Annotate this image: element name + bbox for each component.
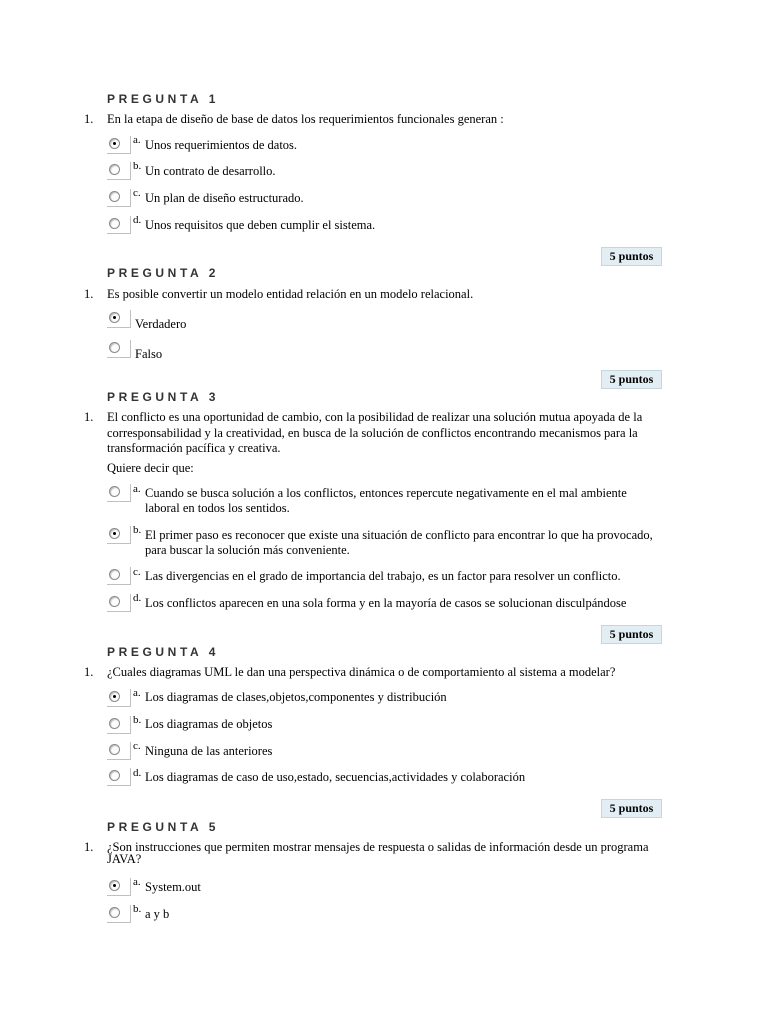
question-1-option-c-radio[interactable]: [107, 189, 131, 207]
question-2-option-true-radio[interactable]: [107, 310, 131, 328]
radio-circle-icon: [109, 718, 120, 729]
question-4-title: PREGUNTA 4: [107, 645, 220, 659]
question-2-option-true-text: Verdadero: [135, 317, 187, 331]
question-2-points-badge: 5 puntos: [601, 370, 662, 389]
question-3-option-d-radio[interactable]: [107, 594, 131, 612]
option-letter: c.: [133, 187, 141, 199]
radio-circle-icon: [109, 138, 120, 149]
question-2-option-false-radio[interactable]: [107, 340, 131, 358]
option-letter: b.: [133, 714, 142, 726]
radio-circle-icon: [109, 691, 120, 702]
question-4-option-d-text: Los diagramas de caso de uso,estado, secuencias,actividades y colaboración: [145, 770, 526, 784]
radio-circle-icon: [109, 528, 120, 539]
question-4-number: 1.: [84, 665, 94, 679]
radio-circle-icon: [109, 569, 120, 580]
option-letter: c.: [133, 566, 141, 578]
question-2-text: Es posible convertir un modelo entidad relación en un modelo relacional.: [107, 287, 474, 301]
question-3-option-b-line-2: para buscar la solución más conveniente.: [145, 543, 350, 557]
question-5-option-b-radio[interactable]: [107, 905, 131, 923]
question-3-subtext: Quiere decir que:: [107, 461, 194, 475]
question-3-option-d-text: Los conflictos aparecen en una sola forma y en la mayoría de casos se solucionan disculpándose: [145, 596, 627, 610]
question-3-option-a-line-1: Cuando se busca solución a los conflictos, entonces repercute negativamente en el mal ambiente: [145, 486, 627, 500]
question-4-option-c-radio[interactable]: [107, 742, 131, 760]
question-4-option-d-radio[interactable]: [107, 768, 131, 786]
radio-circle-icon: [109, 596, 120, 607]
question-3-option-a-radio[interactable]: [107, 484, 131, 502]
question-4-option-b-text: Los diagramas de objetos: [145, 717, 273, 731]
question-5-option-a-text: System.out: [145, 880, 201, 894]
option-letter: d.: [133, 214, 142, 226]
option-letter: b.: [133, 160, 142, 172]
option-letter: d.: [133, 767, 142, 779]
question-4-option-c-text: Ninguna de las anteriores: [145, 744, 273, 758]
option-letter: b.: [133, 524, 142, 536]
question-1-option-d-text: Unos requisitos que deben cumplir el sistema.: [145, 218, 376, 232]
question-3-option-b-line-1: El primer paso es reconocer que existe una situación de conflicto para encontrar lo que ha provocado,: [145, 528, 653, 542]
option-letter: c.: [133, 740, 141, 752]
question-2-title: PREGUNTA 2: [107, 266, 220, 280]
question-5-title: PREGUNTA 5: [107, 820, 220, 834]
radio-circle-icon: [109, 191, 120, 202]
question-3-title: PREGUNTA 3: [107, 390, 220, 404]
question-1-number: 1.: [84, 112, 94, 126]
question-3-option-b-radio[interactable]: [107, 526, 131, 544]
question-3-points-badge: 5 puntos: [601, 625, 662, 644]
question-4-option-b-radio[interactable]: [107, 716, 131, 734]
option-letter: d.: [133, 592, 142, 604]
option-letter: a.: [133, 687, 141, 699]
question-2-number: 1.: [84, 287, 94, 301]
question-3-text-line-3: transformación pacífica y creativa.: [107, 441, 281, 455]
question-5-number: 1.: [84, 840, 94, 854]
radio-circle-icon: [109, 907, 120, 918]
radio-circle-icon: [109, 312, 120, 323]
radio-circle-icon: [109, 164, 120, 175]
question-1-option-d-radio[interactable]: [107, 216, 131, 234]
question-1-option-a-text: Unos requerimientos de datos.: [145, 138, 298, 152]
question-3-option-c-radio[interactable]: [107, 567, 131, 585]
question-3-text-line-1: El conflicto es una oportunidad de cambio, con la posibilidad de realizar una solución mutua apoyada de la: [107, 410, 643, 424]
radio-circle-icon: [109, 770, 120, 781]
question-1-points-badge: 5 puntos: [601, 247, 662, 266]
question-1-text: En la etapa de diseño de base de datos los requerimientos funcionales generan :: [107, 112, 504, 126]
option-letter: a.: [133, 876, 141, 888]
radio-circle-icon: [109, 218, 120, 229]
question-4-option-a-text: Los diagramas de clases,objetos,componentes y distribución: [145, 690, 447, 704]
question-1-title: PREGUNTA 1: [107, 92, 220, 106]
option-letter: a.: [133, 483, 141, 495]
question-4-points-badge: 5 puntos: [601, 799, 662, 818]
question-3-number: 1.: [84, 410, 94, 424]
question-1-option-b-radio[interactable]: [107, 162, 131, 180]
question-5-option-b-text: a y b: [145, 907, 170, 921]
radio-circle-icon: [109, 880, 120, 891]
radio-circle-icon: [109, 342, 120, 353]
question-5-text-line-1: ¿Son instrucciones que permiten mostrar mensajes de respuesta o salidas de información desde un programa: [107, 840, 649, 854]
question-3-option-c-text: Las divergencias en el grado de importancia del trabajo, es un factor para resolver un conflicto.: [145, 569, 621, 583]
question-3-option-a-line-2: laboral en todos los sentidos.: [145, 501, 290, 515]
question-3-text-line-2: corresponsabilidad y la creatividad, en busca de la solución de conflictos encontrando mecanismos para la: [107, 426, 638, 440]
question-1-option-b-text: Un contrato de desarrollo.: [145, 164, 276, 178]
question-5-text-line-2: JAVA?: [107, 852, 142, 866]
radio-circle-icon: [109, 486, 120, 497]
question-1-option-a-radio[interactable]: [107, 136, 131, 154]
option-letter: a.: [133, 134, 141, 146]
option-letter: b.: [133, 903, 142, 915]
radio-circle-icon: [109, 744, 120, 755]
question-4-text: ¿Cuales diagramas UML le dan una perspectiva dinámica o de comportamiento al sistema a modelar?: [107, 665, 616, 679]
question-1-option-c-text: Un plan de diseño estructurado.: [145, 191, 304, 205]
question-2-option-false-text: Falso: [135, 347, 163, 361]
question-4-option-a-radio[interactable]: [107, 689, 131, 707]
question-5-option-a-radio[interactable]: [107, 878, 131, 896]
